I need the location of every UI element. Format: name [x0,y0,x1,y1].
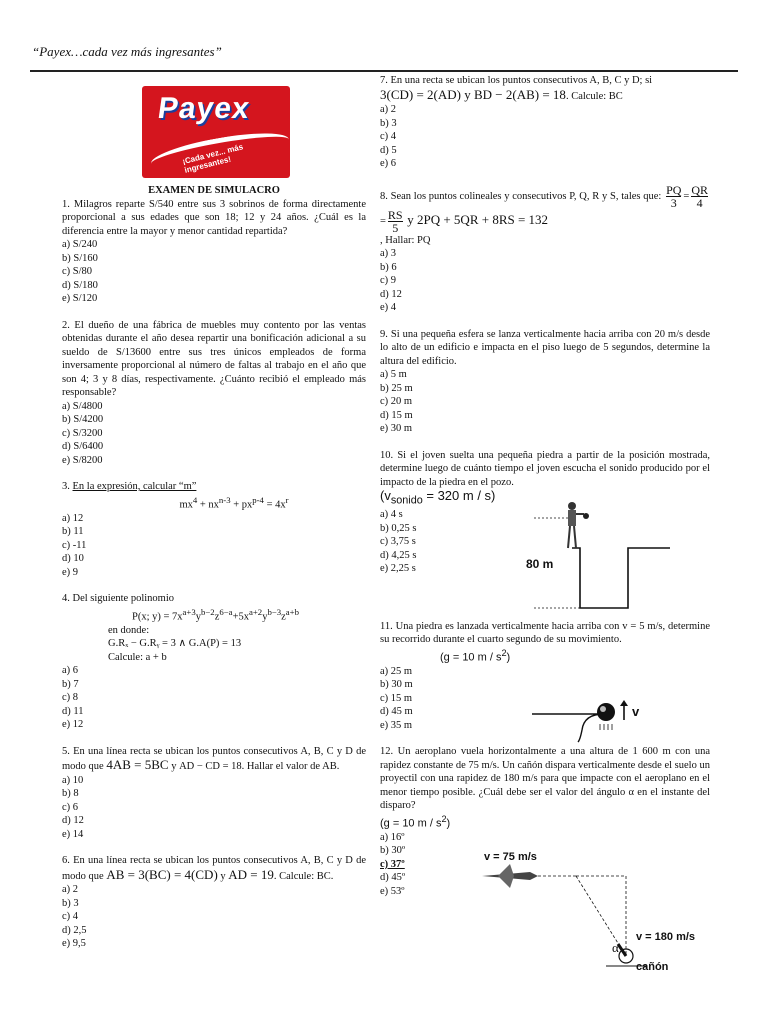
option: b) 25 m [380,382,413,394]
stone-figure [528,698,658,746]
option: a) S/240 [62,239,98,250]
question-8: 8. Sean los puntos colineales y consecutivos P, Q, R y S, tales que: $\frac{PQ}{3}$ = $\frac{QR}{4}$ = $\frac{RS}{5}$ y 2PQ + 5QR + 8RS = 132 , Hallar: PQ [380,182,708,246]
question-6-text-a: 6. En una línea recta se ubican los puntos consecutivos A, B, C y D de modo que [62,855,366,882]
option: c) 6 [62,801,79,813]
option: d) 12 [62,815,84,826]
exam-title: EXAMEN DE SIMULACRO [148,185,280,196]
option: d) 10 [62,553,84,564]
question-7-options [380,103,710,171]
option: c) 4 [62,911,79,922]
option: d) 15 m [380,409,413,421]
question-11: 11. Una piedra es lanzada verticalmente hacia arriba con v = 5 m/s, determine su recorrido durante el cuarto segundo de su movimiento. [380,620,710,646]
question-3-text: En la expresión, calcular “m” [72,481,197,492]
option: d) 4,25 s [380,549,417,561]
option: d) 12 [380,288,402,300]
option: e) 2,25 s [380,563,416,575]
option: c) -11 [62,539,87,551]
question-8-text-a: 8. Sean los puntos colineales y consecutivos P, Q, R y S, tales que: [380,190,662,202]
left-column [62,74,366,951]
question-4-where: en donde: [108,624,150,636]
option: b) 30 m [380,679,413,691]
option: c) 8 [62,692,79,703]
question-5-text-a: 5. En una línea recta se ubican los puntos consecutivos A, B, C y D de modo que [62,745,366,772]
option: e) 4 [380,302,397,313]
question-12-gravity: (g = 10 m / $s^2$) [380,813,451,830]
option: e) 6 [380,158,397,169]
question-8-eq: y 2PQ + 5QR + 8RS = 132 [407,211,549,227]
question-8-options [380,247,710,315]
option: d) 45 m [380,706,413,718]
page-header: “Payex…cada vez más ingresantes” [32,44,222,59]
velocity-label: v [632,704,640,719]
well-height-label: 80 m [526,557,554,571]
question-3 [62,480,366,494]
option: b) 3 [62,897,79,909]
question-5-eq1: 4AB = 5BC [106,757,169,772]
option: d) S/6400 [62,441,104,452]
option: c) 15 m [380,692,413,704]
question-2: 2. El dueño de una fábrica de muebles muy contento por las ventas obtenidas durante el año desea repartir una bonificación adicional a su sueldo de S/13600 entre sus tres únicos empleados de forma inversamente proporcional al número de faltas al trabajo en el año que son 4; 3 y 8 días, respectivamente. ¿Cuánto recibió el empleado más responsable? [62,319,366,398]
question-7-eq: 3(CD) = 2(AD) y BD − 2(AB) = 18 [380,86,566,102]
right-column [380,74,710,898]
question-12 [380,745,710,813]
question-8-text-b: , Hallar: PQ [380,234,431,246]
question-5-text-b: . Hallar el valor de AB. [241,761,340,772]
option: a) S/4800 [62,400,103,412]
option: c) 9 [380,275,397,286]
cannon-label: cañón [636,961,669,973]
option: b) 30º [380,845,406,857]
logo-tagline: ¡Cada vez... más ingresantes! [181,142,245,175]
option: c) 20 m [380,396,413,407]
option: d) 11 [62,705,84,717]
option: b) 8 [62,788,79,799]
question-6-options [62,883,366,951]
person-icon [568,502,589,548]
airplane-speed-label: v = 75 m/s [484,851,537,863]
projectile-speed-label: v = 180 m/s [636,931,696,943]
option: a) 2 [62,884,79,895]
question-10-sound-speed: ($v_{sonido} = 320$ m / s) [380,488,496,507]
question-7-text-b: . Calcule: BC [565,90,623,102]
option: d) 45º [380,872,406,884]
option: c) 4 [380,131,397,142]
option: b) S/160 [62,252,98,264]
header-rule [30,70,738,72]
option: a) 10 [62,774,84,786]
option: a) 3 [380,248,397,259]
well-figure [520,498,700,616]
option: a) 6 [62,665,79,676]
option: a) 25 m [380,665,413,677]
question-6-eq1: AB = 3(BC) = 4(CD) [106,866,218,882]
option: c) 37º [380,858,405,870]
question-5: 5. En una línea recta se ubican los puntos consecutivos A, B, C y D de modo que 4AB = 5BC y AD − CD = 18. Hallar el valor de AB. [62,745,366,772]
question-10: 10. Si el joven suelta una pequeña piedra a partir de la posición mostrada, determine luego de cuánto tiempo el joven escucha el sonido producido por el impacto de la piedra en el pozo. [380,449,710,488]
option: c) S/80 [62,266,93,277]
question-5-eq2: AD − CD = 18 [179,761,242,772]
airplane-icon [482,864,538,888]
question-3-expression: $mx^4 + nx^{n-3} + px^{p-4} = 4x^r$ [179,494,289,510]
question-4-condition: G.Rₓ − G.Rᵧ = 3 ∧ G.A(P) = 13 [108,638,242,649]
option: b) 11 [62,526,84,537]
question-9-options [380,368,710,436]
question-7-text-a: 7. En una recta se ubican los puntos consecutivos A, B, C y D; si [380,75,653,86]
question-4: 4. Del siguiente polinomio [62,593,174,604]
question-4-ask: Calcule: a + b [108,651,167,663]
logo-wordmark: Payex [155,92,253,125]
option: c) 3,75 s [380,536,416,548]
option: d) 5 [380,144,397,156]
question-6: 6. En una línea recta se ubican los puntos consecutivos A, B, C y D de modo que AB = 3(BC) = 4(CD) y AD = 19. Calcule: BC. [62,855,366,882]
option: a) 2 [380,104,397,115]
option: e) 12 [62,719,84,730]
option: b) S/4200 [62,414,104,425]
option: a) 4 s [380,509,403,521]
alpha-symbol: α [628,786,635,798]
alpha-angle-label: α [612,940,619,955]
option: e) S/120 [62,293,98,304]
airplane-cannon-figure [476,848,716,978]
fraction-pq: $\frac{PQ}{3}$ [666,182,682,210]
question-3-number: 3. [62,481,70,492]
question-6-eq2: AD = 19 [228,866,274,882]
option: b) 7 [62,678,79,690]
fraction-qr: $\frac{QR}{4}$ [691,182,708,210]
question-3-options [62,512,366,580]
option: b) 3 [380,117,397,129]
option: e) 9 [62,566,79,578]
option: e) 30 m [380,423,413,434]
option: d) 2,5 [62,924,87,936]
option: e) 14 [62,828,84,840]
question-5-options [62,774,366,842]
stone-icon [597,703,615,721]
question-1-options [62,238,366,306]
option: e) 9,5 [62,938,86,949]
question-7 [380,74,710,103]
option: a) 16º [380,831,405,843]
option: a) 5 m [380,369,407,380]
question-12-text-b: en el instante del disparo? [380,786,710,812]
question-1: 1. Milagros reparte S/540 entre sus 3 sobrinos de forma directamente proporcional a sus edades que son 18; 12 y 24 años. ¿Cuál es la diferencia entre la mayor y menor cantidad repartida? [62,198,366,237]
option: d) S/180 [62,279,98,291]
question-9: 9. Si una pequeña esfera se lanza verticalmente hacia arriba con 20 m/s desde lo alto de un edificio e impacta en el piso luego de 5 segundos, determine la altura del edificio. [380,328,710,367]
question-11-gravity: (g = 10 m / $s^2$) [440,647,511,664]
question-12-text-a: 12. Un aeroplano vuela horizontalmente a una altura de 1 600 m con una rapidez constante de 75 m/s. Un cañón dispara verticalmente desde el suelo un proyectil con una rapidez de 180 m/s para que impacte con el aeroplano en el menor tiempo posible. ¿Cuál debe ser el valor del ángulo [380,746,710,798]
question-4-polynomial: P(x; $y) = 7x^{a+3}y^{b-2}z^{6-a}+5x^{a+2}y^{b-3}z^{a+b}$ [132,606,299,622]
question-4-options [62,664,366,732]
question-6-text-b: . Calcule: BC. [273,870,334,882]
option: e) 53º [380,885,405,897]
option: e) S/8200 [62,454,103,466]
option: b) 6 [380,261,397,273]
option: c) S/3200 [62,427,103,439]
option: a) 12 [62,512,84,524]
question-2-options [62,400,366,468]
option: e) 35 m [380,719,413,731]
fraction-rs: $\frac{RS}{5}$ [387,207,403,235]
option: b) 0,25 s [380,522,417,534]
